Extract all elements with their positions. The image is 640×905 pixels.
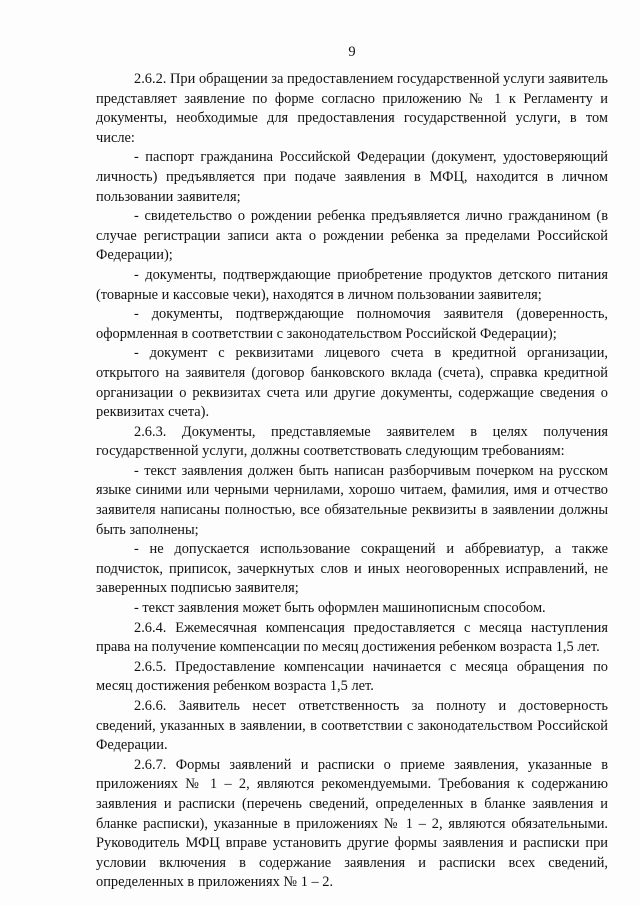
list-item-passport: - паспорт гражданина Российской Федерации (документ, удостоверяющий личность) предъявляется при подаче заявления в МФЦ, находится в личном пользовании заявителя; (96, 149, 608, 205)
paragraph-2-6-2: 2.6.2. При обращении за предоставлением государственной услуги заявитель представляет заявление по форме согласно приложению № 1 к Регламенту и документы, необходимые для предоставления государственной услуги, в том числе: (96, 71, 608, 146)
paragraph-2-6-6: 2.6.6. Заявитель несет ответственность за полноту и достоверность сведений, указанных в заявлении, в соответствии с законодательством Российской Федерации. (96, 698, 608, 754)
list-item-no-abbreviations: - не допускается использование сокращений и аббревиатур, а также подчисток, приписок, зачеркнутых слов и иных неоговоренных исправлений, не заверенных подписью заявителя; (96, 541, 608, 597)
paragraph-2-6-7: 2.6.7. Формы заявлений и расписки о приеме заявления, указанные в приложениях № 1 – 2, являются рекомендуемыми. Требования к содержанию заявления и расписки (перечень сведений, определенных в бланке заявления и бланке расписки), указанные в приложениях № 1 – 2, являются обязательными. Руководитель МФЦ вправе установить другие формы заявления и расписки при условии включения в содержание заявления и расписки всех сведений, определенных в приложениях № 1 – 2. (96, 756, 608, 891)
paragraph-2-6-4: 2.6.4. Ежемесячная компенсация предоставляется с месяца наступления права на получение компенсации по месяц достижения ребенком возраста 1,5 лет. (96, 619, 608, 656)
list-item-typed-text: - текст заявления может быть оформлен машинописным способом. (134, 600, 546, 617)
list-item-bank-account: - документ с реквизитами лицевого счета в кредитной организации, открытого на заявителя (договор банковского вклада (счета), справка кредитной организации о реквизитах счета или другие документы, содержащие сведения о реквизитах счета). (96, 345, 608, 421)
page-number: 9 (348, 44, 356, 60)
document-body (96, 70, 608, 893)
list-item-birth-certificate: - свидетельство о рождении ребенка предъявляется лично гражданином (в случае регистрации записи акта о рождении ребенка за пределами Российской Федерации); (96, 208, 608, 264)
list-item-purchase-documents: - документы, подтверждающие приобретение продуктов детского питания (товарные и кассовые чеки), находятся в личном пользовании заявителя; (96, 266, 608, 303)
paragraph-2-6-3: 2.6.3. Документы, представляемые заявителем в целях получения государственной услуги, должны соответствовать следующим требованиям: (96, 423, 608, 460)
list-item-authority-documents: - документы, подтверждающие полномочия заявителя (доверенность, оформленная в соответствии с законодательством Российской Федерации); (96, 306, 608, 342)
paragraph-2-6-5: 2.6.5. Предоставление компенсации начинается с месяца обращения по месяц достижения ребенком возраста 1,5 лет. (96, 658, 608, 695)
list-item-legible-text: - текст заявления должен быть написан разборчивым почерком на русском языке синими или черными чернилами, хорошо читаем, фамилия, имя и отчество заявителя написаны полностью, все обязательные реквизиты в заявлении должны быть заполнены; (96, 462, 608, 538)
